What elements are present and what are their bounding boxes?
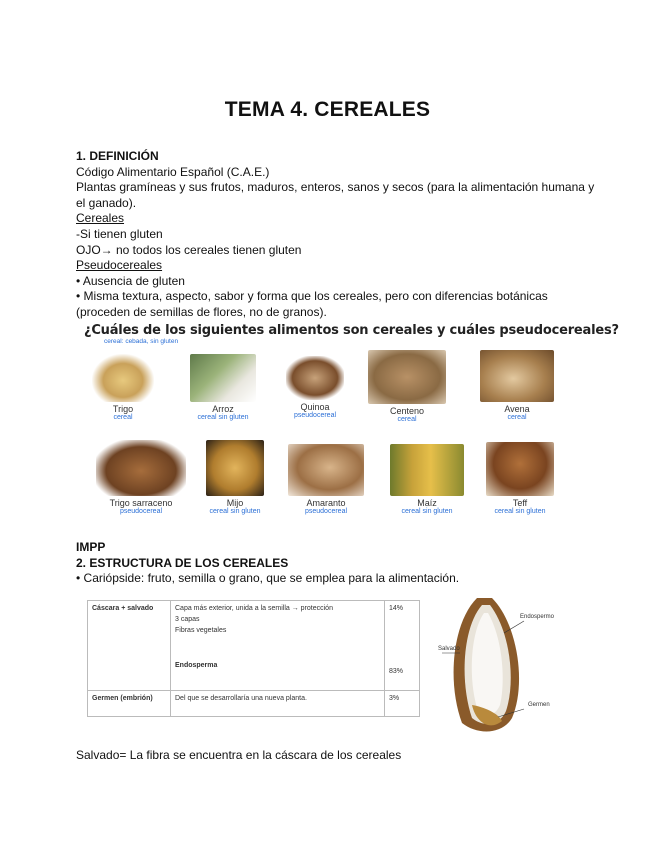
- text-line: • Ausencia de gluten: [76, 273, 185, 288]
- food-avena: Avena cereal: [480, 350, 554, 422]
- text-line: Plantas gramíneas y sus frutos, maduros, enteros, sanos y secos (para la alimentación humana y el ganado).: [76, 180, 595, 210]
- subheading-cereales: Cereales: [76, 211, 125, 226]
- row-desc: Capa más exterior, unida a la semilla → protección 3 capas Fibras vegetales Endosperma: [171, 601, 385, 691]
- row-label: Cáscara + salvado: [88, 601, 171, 691]
- section-heading: 1. DEFINICIÓN: [76, 149, 159, 163]
- row-pct: 3%: [385, 691, 420, 717]
- food-amaranto: Amaranto pseudocereal: [288, 444, 364, 516]
- food-mijo: Mijo cereal sin gluten: [206, 440, 264, 516]
- row-desc: Del que se desarrollaría una nueva planta.: [171, 691, 385, 717]
- text-line: • Cariópside: fruto, semilla o grano, que se emplea para la alimentación.: [76, 571, 460, 586]
- footer-note: Salvado= La fibra se encuentra en la cáscara de los cereales: [76, 748, 402, 762]
- row-label: Germen (embrión): [88, 691, 171, 717]
- corn-image: [390, 444, 464, 496]
- teff-image: [486, 442, 554, 496]
- label-endosperm: Endospermo: [520, 614, 555, 620]
- wheat-image: [92, 354, 154, 402]
- text-line: Código Alimentario Español (C.A.E.): [76, 164, 270, 179]
- food-trigo-sarraceno: Trigo sarraceno pseudocereal: [96, 440, 186, 516]
- subheading-pseudocereales: Pseudocereales: [76, 258, 163, 273]
- section-heading: 2. ESTRUCTURA DE LOS CEREALES: [76, 555, 289, 570]
- section-estructura: [76, 540, 596, 587]
- page-title: TEMA 4. CEREALES: [224, 98, 431, 121]
- text-line: -Si tienen gluten: [76, 226, 163, 241]
- rice-image: [190, 354, 256, 402]
- amaranth-image: [288, 444, 364, 496]
- question-heading: ¿Cuáles de los siguientes alimentos son cereales y cuáles pseudocereales?: [84, 323, 619, 338]
- structure-table: [87, 600, 420, 717]
- food-quinoa: Quinoa pseudocereal: [286, 356, 344, 420]
- impp-label: IMPP: [76, 540, 106, 554]
- rye-image: [368, 350, 446, 404]
- food-trigo: Trigo cereal: [92, 354, 154, 422]
- row-pct: 14% 83%: [385, 601, 420, 691]
- buckwheat-image: [96, 440, 186, 496]
- food-arroz: Arroz cereal sin gluten: [190, 354, 256, 422]
- text-line: OJO→ no todos los cereales tienen gluten: [76, 242, 302, 257]
- food-teff: Teff cereal sin gluten: [486, 442, 554, 516]
- food-centeno: Centeno cereal: [368, 350, 446, 424]
- label-salvado: Salvado: [438, 646, 460, 652]
- oats-image: [480, 350, 554, 402]
- food-maiz: Maíz cereal sin gluten: [390, 444, 464, 516]
- section-definicion: [76, 149, 596, 321]
- table-row: [88, 601, 420, 691]
- label-germen: Germen: [528, 702, 550, 708]
- question-note: cereal: cebada, sin gluten: [104, 338, 179, 345]
- millet-image: [206, 440, 264, 496]
- quinoa-image: [286, 356, 344, 400]
- table-row: [88, 691, 420, 717]
- text-line: • Misma textura, aspecto, sabor y forma que los cereales, pero con diferencias botánicas (proceden de semillas de flores, no de granos).: [76, 289, 548, 319]
